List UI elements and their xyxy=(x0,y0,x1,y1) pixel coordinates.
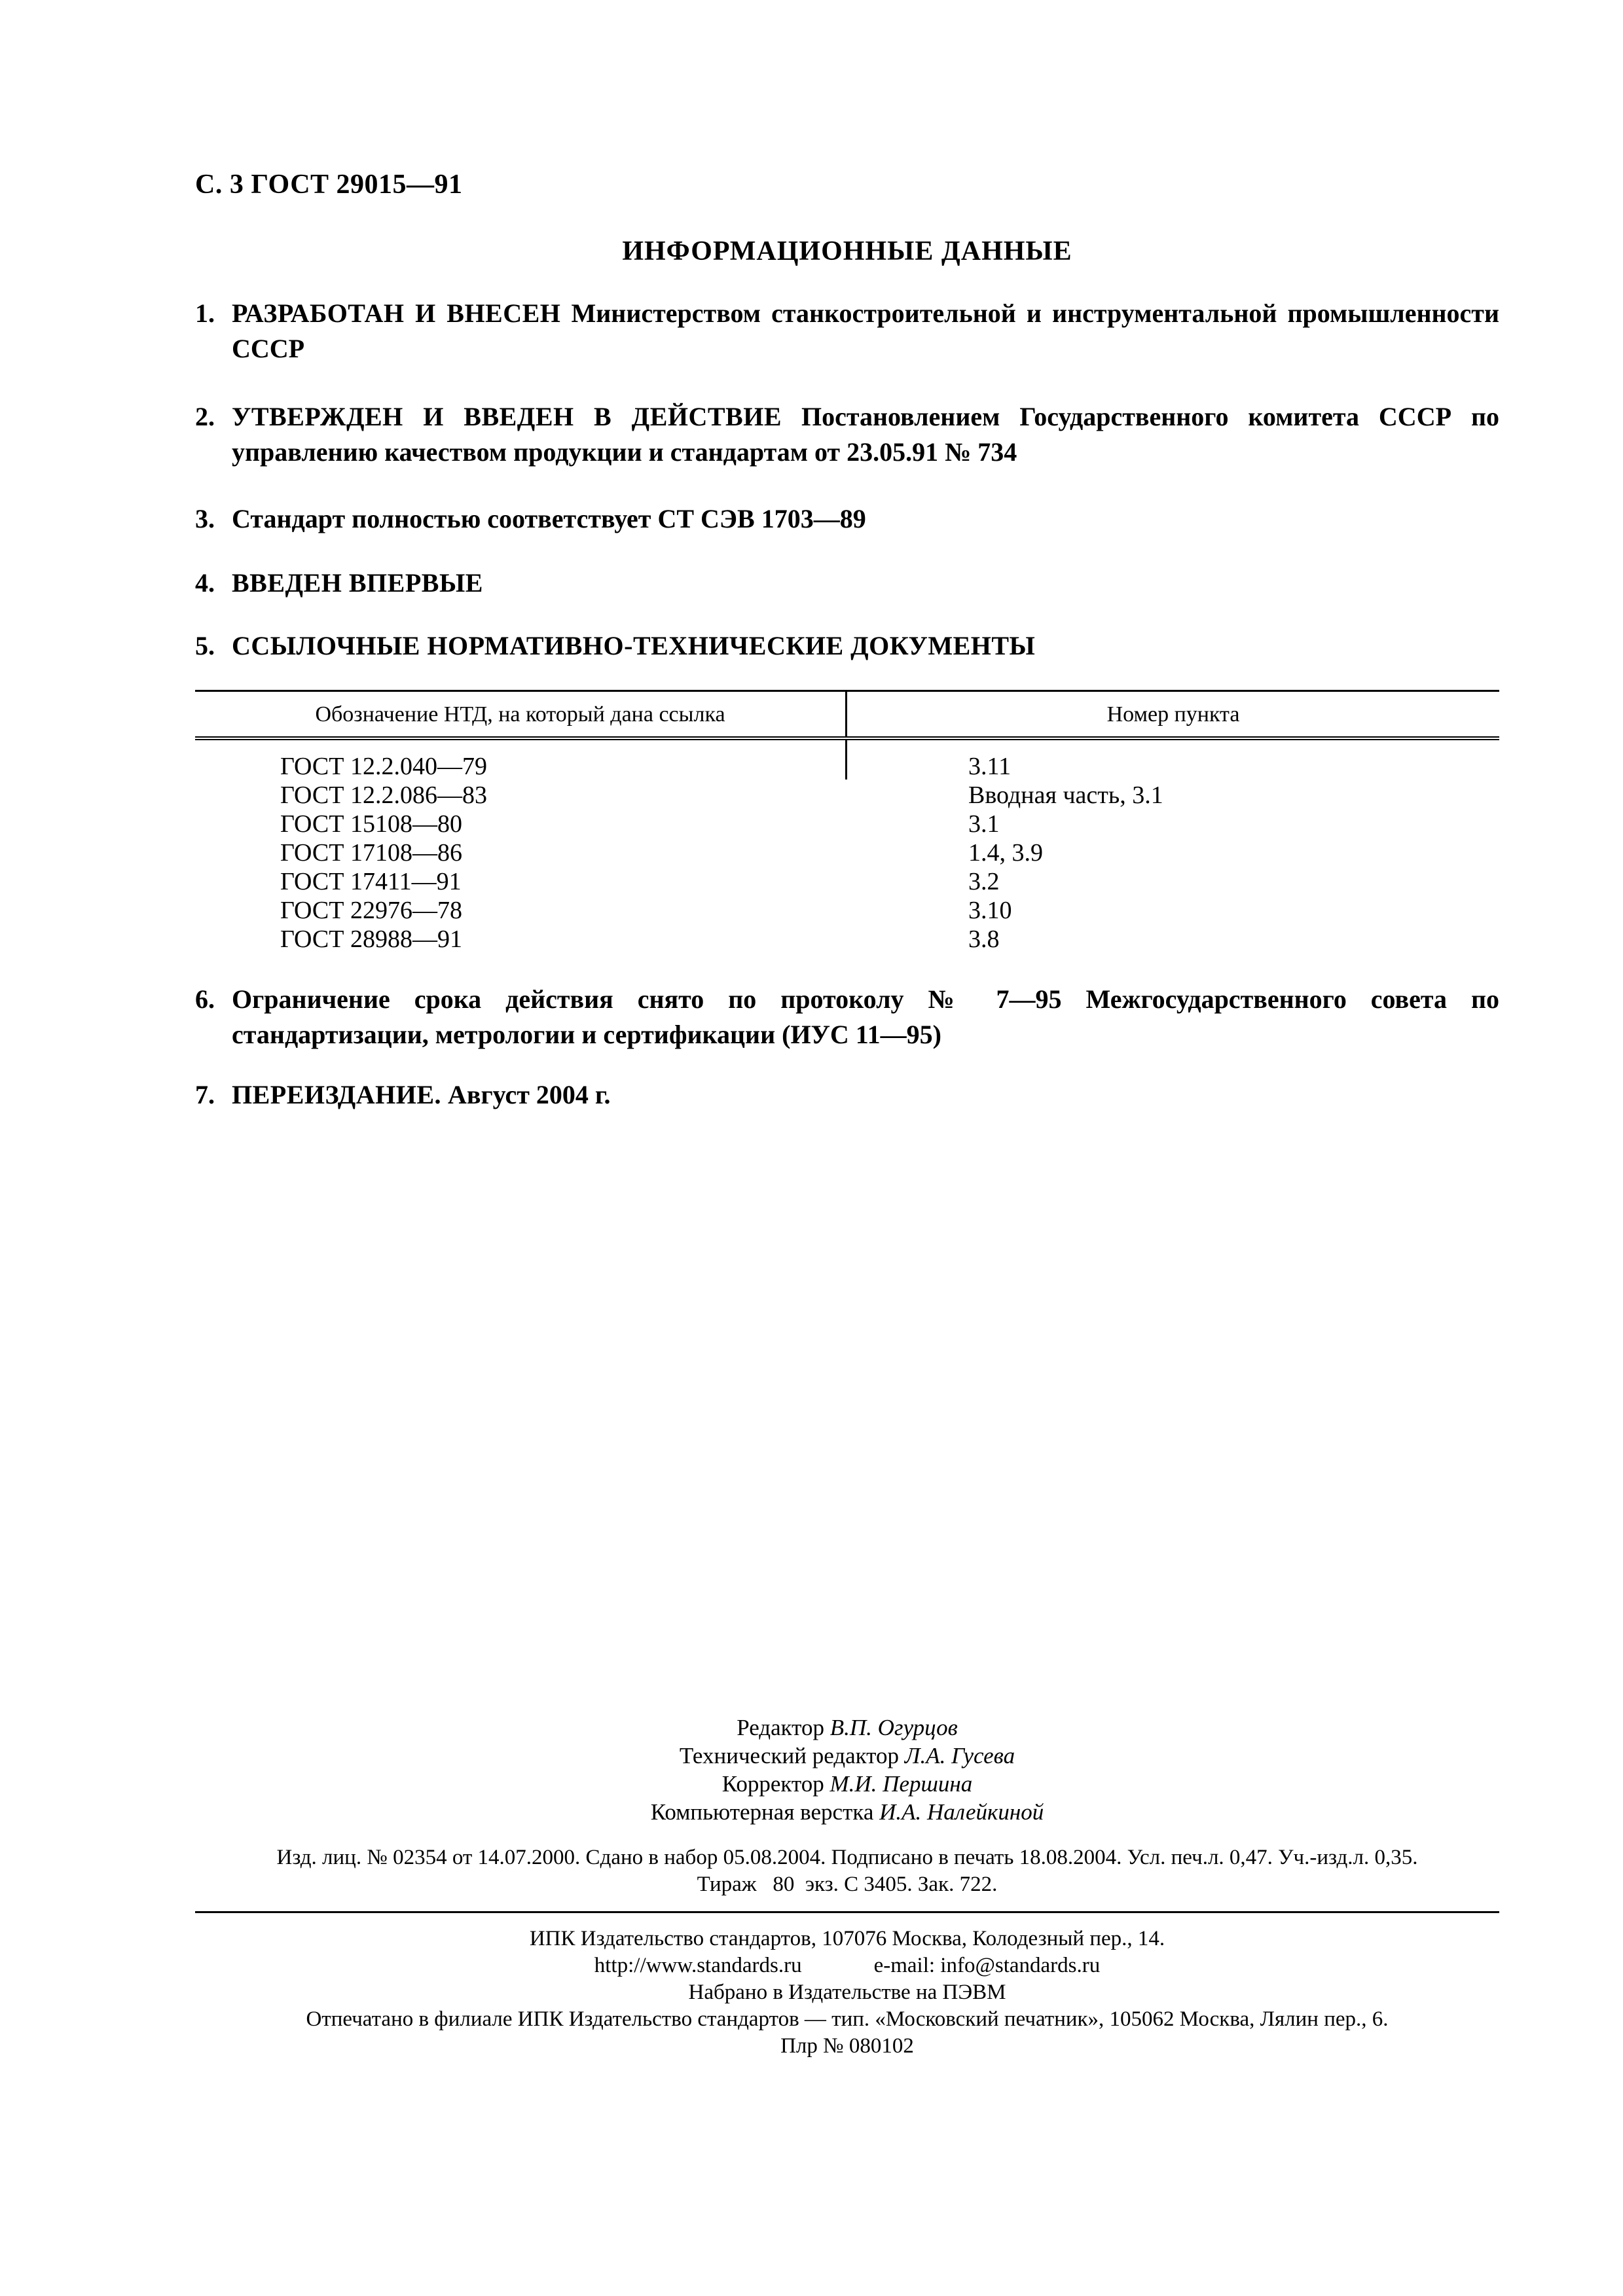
typeset-note: Набрано в Издательстве на ПЭВМ xyxy=(688,1981,1006,2004)
item-caps: РАЗРАБОТАН И ВНЕСЕН xyxy=(232,298,561,328)
info-item-1 xyxy=(195,296,1499,367)
item-text: Август 2004 г. xyxy=(448,1080,611,1109)
credit-role: Компьютерная верстка xyxy=(650,1799,874,1825)
cell-clause: 3.2 xyxy=(968,868,1000,895)
editorial-credits xyxy=(195,1713,1499,1826)
table-row xyxy=(195,781,1499,810)
table-row xyxy=(195,810,1499,838)
publisher-contacts xyxy=(195,1952,1499,1979)
item-number: 2. xyxy=(195,402,215,431)
document-title: ИНФОРМАЦИОННЫЕ ДАННЫЕ xyxy=(622,236,1072,266)
credit-proofreader xyxy=(195,1770,1499,1798)
cell-clause: Вводная часть, 3.1 xyxy=(968,781,1163,809)
credit-editor xyxy=(195,1713,1499,1742)
info-item-4 xyxy=(195,565,1499,601)
item-caps: ПЕРЕИЗДАНИЕ. xyxy=(232,1080,442,1109)
cell-document: ГОСТ 17108—86 xyxy=(280,839,462,867)
item-text: Стандарт полностью соответствует СТ СЭВ 1703—89 xyxy=(232,504,866,533)
item-text: Ограничение срока действия снято по протоколу № 7—95 Межгосударственного совета по стандартизации, метрологии и сертификации (ИУС 11—95) xyxy=(232,984,1499,1049)
item-number: 5. xyxy=(195,631,215,660)
info-item-5 xyxy=(195,628,1499,664)
credit-name: В.П. Огурцов xyxy=(830,1715,958,1740)
item-caps: ССЫЛОЧНЫЕ НОРМАТИВНО-ТЕХНИЧЕСКИЕ ДОКУМЕНТЫ xyxy=(232,631,1036,660)
license-number: Плр № 080102 xyxy=(780,2034,914,2058)
table-row xyxy=(195,925,1499,954)
imprint-line-2: Тираж 80 экз. С 3405. Зак. 722. xyxy=(697,1873,998,1896)
column-header-document: Обозначение НТД, на который дана ссылка xyxy=(315,702,725,726)
printed-note: Отпечатано в филиале ИПК Издательство стандартов — тип. «Московский печатник», 105062 Москва, Лялин пер., 6. xyxy=(306,2007,1389,2031)
cell-clause: 3.1 xyxy=(968,810,1000,838)
item-text: Постановлением Государственного комитета СССР по управлению качеством продукции и стандартам от 23.05.91 № 734 xyxy=(232,402,1500,467)
item-caps: УТВЕРЖДЕН И ВВЕДЕН В ДЕЙСТВИЕ xyxy=(232,402,782,431)
credit-layout xyxy=(195,1798,1499,1826)
item-number: 6. xyxy=(195,984,215,1014)
publisher-website: http://www.standards.ru xyxy=(594,1954,802,1977)
column-header-clause: Номер пункта xyxy=(1106,702,1240,726)
info-item-3 xyxy=(195,501,1499,537)
page-header: С. 3 ГОСТ 29015—91 xyxy=(195,170,463,200)
info-item-2 xyxy=(195,399,1499,470)
cell-clause: 3.11 xyxy=(968,753,1012,780)
credit-role: Корректор xyxy=(721,1771,824,1797)
cell-clause: 3.8 xyxy=(968,925,1000,953)
info-item-6 xyxy=(195,982,1499,1052)
cell-document: ГОСТ 22976—78 xyxy=(280,897,462,924)
table-row xyxy=(195,867,1499,896)
publisher-email: e-mail: info@standards.ru xyxy=(873,1954,1101,1977)
cell-document: ГОСТ 12.2.040—79 xyxy=(280,753,487,780)
cell-clause: 1.4, 3.9 xyxy=(968,839,1043,867)
credit-name: И.А. Налейкиной xyxy=(879,1799,1044,1825)
publisher-address: ИПК Издательство стандартов, 107076 Москва, Колодезный пер., 14. xyxy=(529,1927,1165,1950)
cell-document: ГОСТ 17411—91 xyxy=(280,868,462,895)
table-row xyxy=(195,752,1499,781)
cell-clause: 3.10 xyxy=(968,897,1012,924)
credit-tech-editor xyxy=(195,1742,1499,1770)
item-number: 1. xyxy=(195,298,215,328)
credit-name: Л.А. Гусева xyxy=(904,1743,1015,1768)
item-number: 4. xyxy=(195,568,215,598)
item-number: 3. xyxy=(195,504,215,533)
item-number: 7. xyxy=(195,1080,215,1109)
imprint-line-1: Изд. лиц. № 02354 от 14.07.2000. Сдано в набор 05.08.2004. Подписано в печать 18.08.2004. Усл. печ.л. 0,47. Уч.-изд.л. 0,35. xyxy=(276,1846,1418,1869)
reference-table-body xyxy=(195,740,1499,954)
info-item-7 xyxy=(195,1077,1499,1113)
credit-role: Редактор xyxy=(737,1715,824,1740)
reference-table xyxy=(195,690,1499,954)
cell-document: ГОСТ 12.2.086—83 xyxy=(280,781,487,809)
cell-document: ГОСТ 15108—80 xyxy=(280,810,462,838)
item-text: Министерством станкостроительной и инструментальной промышленности СССР xyxy=(232,298,1500,363)
table-row xyxy=(195,896,1499,925)
divider xyxy=(195,1911,1499,1913)
credit-role: Технический редактор xyxy=(679,1743,900,1768)
item-caps: ВВЕДЕН ВПЕРВЫЕ xyxy=(232,568,483,598)
reference-table-header xyxy=(195,692,1499,740)
table-row xyxy=(195,838,1499,867)
cell-document: ГОСТ 28988—91 xyxy=(280,925,462,953)
credit-name: М.И. Першина xyxy=(830,1771,973,1797)
